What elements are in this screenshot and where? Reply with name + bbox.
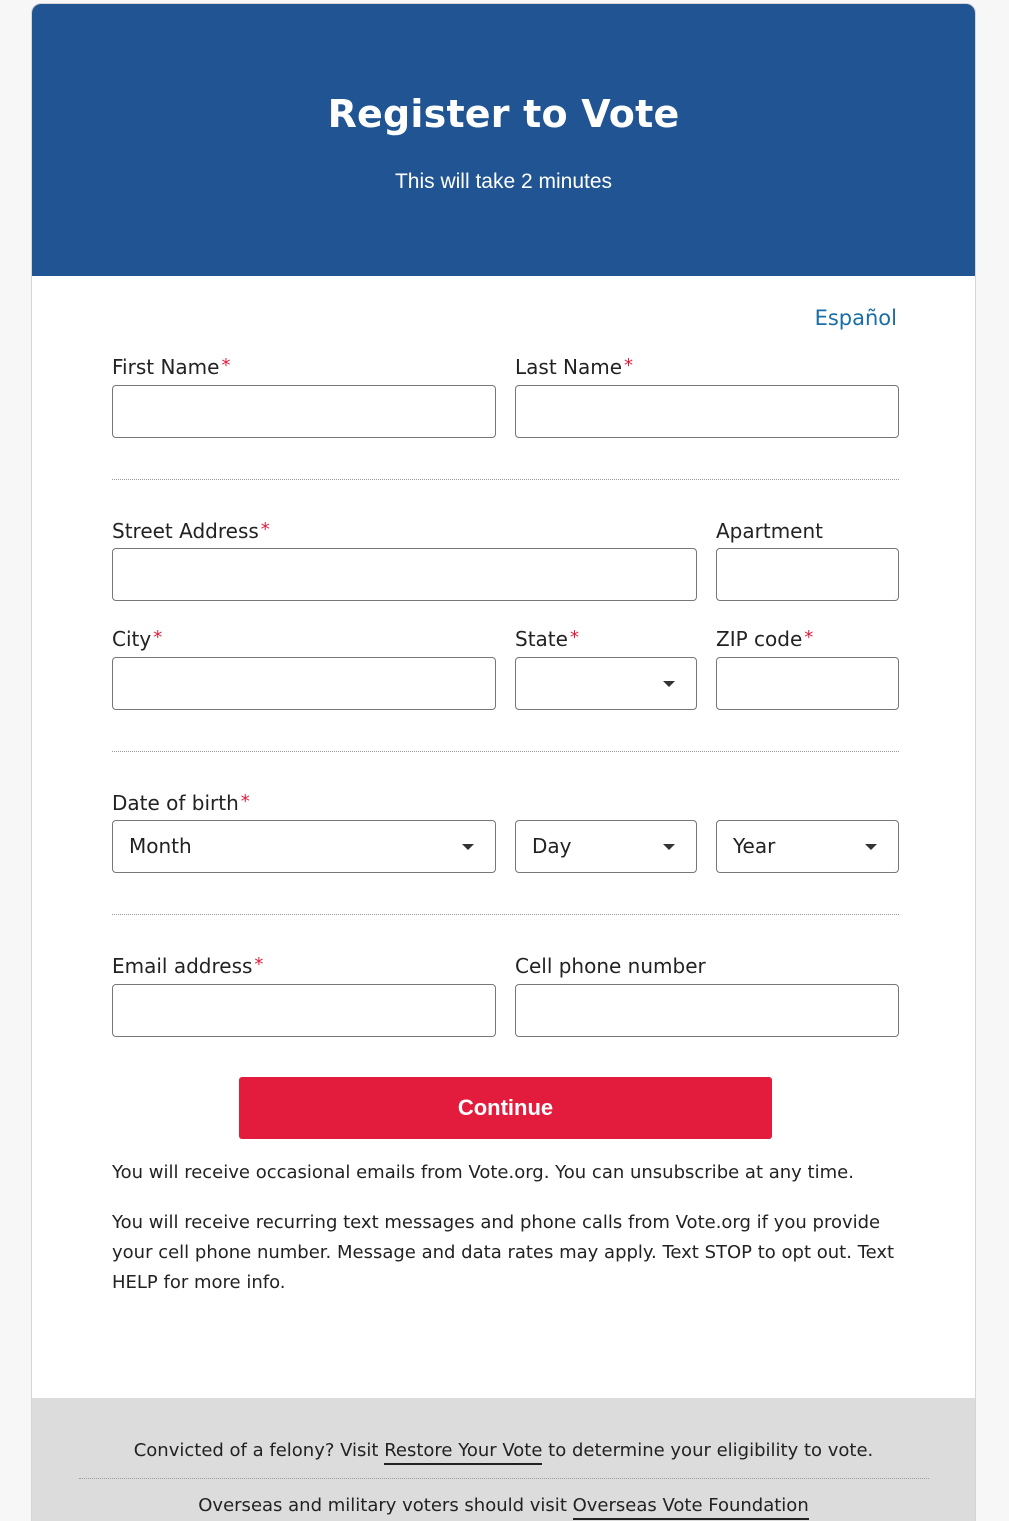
felony-notice [32,1440,975,1461]
email-disclaimer: You will receive occasional emails from Vote.org. You can unsubscribe at any time. [112,1162,854,1183]
apartment-input[interactable] [716,548,899,601]
chevron-down-icon [462,844,474,850]
overseas-prefix: Overseas and military voters should visit [198,1495,573,1516]
felony-suffix: to determine your eligibility to vote. [542,1440,874,1461]
chevron-down-icon [663,844,675,850]
page-subtitle: This will take 2 minutes [394,170,613,193]
first-name-input[interactable] [112,385,496,438]
street-address-input[interactable] [112,548,697,601]
section-divider [112,479,899,480]
dob-month-select[interactable] [112,820,496,873]
zip-label [716,627,813,651]
last-name-label [515,355,633,379]
footer-divider [79,1478,929,1479]
last-name-label-text: Last Name [515,355,623,379]
form-header [32,4,975,276]
required-marker: * [240,791,250,812]
zip-input[interactable] [716,657,899,710]
registration-card [31,3,976,1521]
city-label [112,627,162,651]
state-label [515,627,579,651]
footer-panel [32,1398,975,1521]
dob-year-select[interactable] [716,820,899,873]
dob-day-value: Day [532,834,572,858]
continue-button[interactable]: Continue [239,1077,772,1139]
page-title: Register to Vote [327,92,680,136]
required-marker: * [260,519,270,540]
chevron-down-icon [865,844,877,850]
required-marker: * [153,627,163,648]
language-link-espanol[interactable]: Español [814,306,897,330]
dob-day-select[interactable] [515,820,697,873]
required-marker: * [804,627,814,648]
email-input[interactable] [112,984,496,1037]
state-select[interactable] [515,657,697,710]
dob-label [112,791,250,815]
overseas-notice [32,1495,975,1516]
street-address-label-text: Street Address [112,519,259,543]
state-label-text: State [515,627,568,651]
street-address-label [112,519,270,543]
dob-label-text: Date of birth [112,791,239,815]
zip-label-text: ZIP code [716,627,803,651]
required-marker: * [254,954,264,975]
phone-label: Cell phone number [515,954,706,978]
first-name-label-text: First Name [112,355,220,379]
chevron-down-icon [663,681,675,687]
felony-prefix: Convicted of a felony? Visit [133,1440,385,1461]
city-label-text: City [112,627,152,651]
email-label-text: Email address [112,954,253,978]
section-divider [112,914,899,915]
required-marker: * [221,355,231,376]
dob-month-value: Month [129,834,192,858]
phone-input[interactable] [515,984,899,1037]
apartment-label: Apartment [716,519,824,543]
last-name-input[interactable] [515,385,899,438]
restore-your-vote-link[interactable]: Restore Your Vote [384,1440,542,1465]
dob-year-value: Year [733,834,776,858]
required-marker: * [624,355,634,376]
section-divider [112,751,899,752]
email-label [112,954,263,978]
sms-disclaimer: You will receive recurring text messages and phone calls from Vote.org if you provide your cell phone number. Message and data rates may apply. Text STOP to opt out. Text HELP for more info. [112,1212,895,1293]
first-name-label [112,355,230,379]
required-marker: * [569,627,579,648]
city-input[interactable] [112,657,496,710]
overseas-vote-foundation-link[interactable]: Overseas Vote Foundation [573,1495,809,1520]
